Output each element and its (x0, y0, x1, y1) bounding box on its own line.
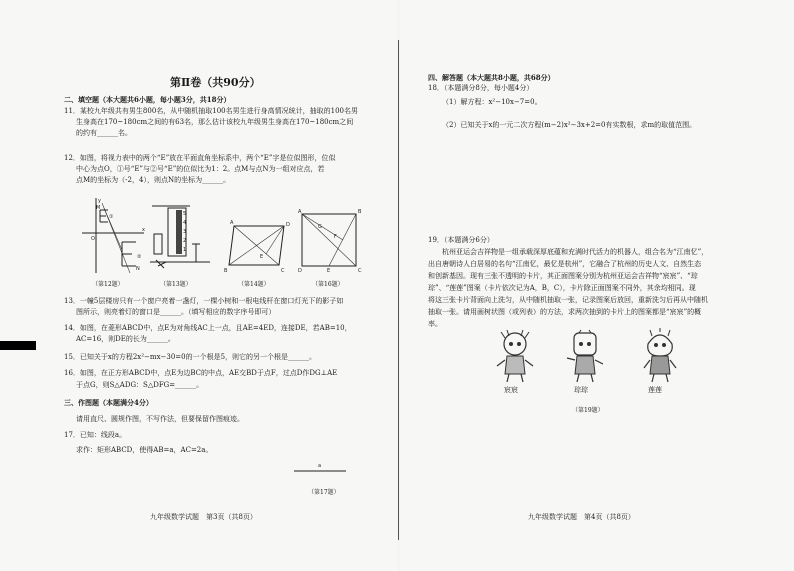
fig12-label-m: M (96, 205, 101, 211)
q14-line1: 14．如图，在菱形ABCD中，点E为对角线AC上一点，且AE=4ED，连接DE，若AB=10， (64, 324, 352, 332)
figure-12 (82, 198, 147, 278)
caption-16: （第16题） (312, 281, 344, 288)
fig13-windows (176, 210, 182, 254)
q19-line1: 杭州亚运会吉祥物是一组承载深厚底蕴和充满时代活力的机器人，组合名为“江南忆”， (442, 248, 709, 256)
fig16-diag-bd (302, 214, 356, 266)
section-2-heading: 二、填空题（本大题共6小题，每小题3分，共18分） (64, 95, 231, 104)
fig13-floor-2: 2 (183, 238, 187, 244)
q12-line2: 中心为点O，①号“E”与②号“E”的位似比为1：2。点M与点N为一组对应点，若 (76, 165, 325, 173)
fig16-label-b: B (358, 209, 362, 215)
q17-line1: 17．已知：线段a。 (64, 431, 127, 439)
q19-line6: 抽取一张。请用画树状图（或列表）的方法，求两次抽到的卡片上的图案都是“宸宸”的概 (428, 308, 702, 316)
caption-13: （第13题） (160, 281, 192, 288)
fig14-label-a: A (230, 220, 234, 226)
fig13-floor-1: 1 (183, 247, 187, 253)
q18-part1: （1）解方程：x²−10x−7=0。 (442, 98, 542, 106)
fig13-floor-5: 5 (183, 211, 187, 217)
section-3-heading: 三、作图题（本题满分4分） (64, 398, 153, 407)
fig14-label-c: C (281, 268, 285, 274)
footer-page-4: 九年级数学试题 第4页（共8页） (528, 513, 635, 521)
fig12-label-n: N (136, 266, 140, 272)
fig16-label-c: C (358, 268, 362, 274)
fig13-shadow (156, 260, 166, 268)
fig14-diag-bd (229, 226, 284, 265)
mascot-name-chenchen: 宸宸 (504, 386, 518, 394)
section-4-heading: 四、解答题（本大题共8小题，共68分） (428, 73, 555, 82)
fig14-label-b: B (224, 268, 228, 274)
mascot-congcong-image (495, 330, 535, 385)
scan-mark (0, 341, 36, 350)
fig13-tree (154, 234, 162, 254)
section-title: 第Ⅱ卷（共90分） (170, 76, 261, 89)
page-divider (398, 40, 399, 540)
fig12-label-o: O (91, 236, 95, 242)
mascot-congcong2-image (565, 330, 605, 385)
fig13-floor-3: 3 (183, 229, 187, 235)
fig13-floor-4: 4 (183, 220, 187, 226)
mascot-lianlian-image (640, 330, 680, 385)
q16-line1: 16．如图，在正方形ABCD中，点E为边BC的中点，AE交BD于点F，过点D作DG⊥AE (64, 369, 338, 377)
q19-line5: 将这三张卡片背面向上洗匀，从中随机抽取一张，记录图案后放回，重新洗匀后再从中随机 (428, 296, 708, 304)
fig14-label-e: E (260, 254, 264, 260)
caption-17: （第17题） (308, 489, 340, 496)
fig16-label-e: E (327, 268, 331, 274)
mascot-name-lianlian: 莲莲 (648, 386, 662, 394)
q12-line1: 12．如图，将视力表中的两个“E”放在平面直角坐标系中，两个“E”字是位似图形，位似 (64, 154, 336, 162)
fig12-label-x: x (142, 227, 145, 233)
q17-line2: 求作：矩形ABCD，使得AB=a，AC=2a。 (76, 446, 213, 454)
q19-line3: 和创新基因。现有三张不透明的卡片，其正面图案分别为杭州亚运会吉祥物“宸宸”、“琮 (428, 272, 698, 280)
caption-14: （第14题） (238, 281, 270, 288)
caption-19: （第19题） (572, 407, 604, 414)
figure-16 (298, 210, 363, 272)
q12-line3: 点M的坐标为（-2，4），则点N的坐标为______。 (76, 176, 231, 184)
fig16-label-a: A (298, 209, 302, 215)
q17-intro: 请用直尺、圆规作图，不写作法，但要保留作图痕迹。 (76, 415, 244, 423)
q14-line2: AC=16，则DE的长为______。 (76, 335, 175, 343)
figure-13 (150, 204, 212, 274)
q13-line2: 图所示，则亮着灯的窗口是______。（填写相应的数字序号即可） (76, 308, 276, 316)
mascot-name-congcong: 琮琮 (574, 386, 588, 394)
q11-line2: 生身高在170~180cm之间的有63名，那么估计该校九年级男生身高在170~180cm之间 (76, 118, 354, 126)
fig16-label-d: D (298, 268, 302, 274)
q18-heading: 18．（本题满分8分，每小题4分） (428, 84, 534, 92)
q11-line3: 的约有______名。 (76, 129, 132, 137)
fig12-label-2: ② (137, 254, 142, 260)
segment-a-label: a (318, 463, 322, 469)
segment-a (290, 461, 350, 475)
footer-page-3: 九年级数学试题 第3页（共8页） (150, 513, 257, 521)
fig16-label-f: F (334, 234, 337, 240)
fig16-label-g: G (318, 224, 322, 230)
q18-part2: （2）已知关于x的一元二次方程(m−2)x²−3x+2=0有实数根，求m的取值范围。 (442, 121, 697, 129)
fig12-e-1 (100, 210, 108, 222)
q15: 15．已知关于x的方程2x²−mx−30=0的一个根是5，则它的另一个根是______。 (64, 353, 317, 361)
caption-12: （第12题） (92, 281, 124, 288)
q19-heading: 19．（本题满分6分） (428, 236, 494, 244)
q13-line1: 13．一幢5层楼房只有一个窗户亮着一盏灯，一棵小树和一根电线杆在窗口灯光下的影子如 (64, 297, 344, 305)
fig12-label-1: ① (109, 214, 114, 220)
fig12-e-2 (122, 242, 136, 266)
figure-14 (224, 220, 294, 275)
q19-line7: 率。 (428, 320, 442, 328)
fig12-label-y: y (98, 198, 101, 204)
q11-line1: 11．某校九年级共有男生800名，从中随机抽取100名男生进行身高情况统计，抽取的100名男 (64, 107, 358, 115)
q19-line4: 琮”、“莲莲”图案（卡片依次记为A，B，C），卡片除正面图案不同外，其余均相同。现 (428, 284, 696, 292)
q16-line2: 于点G，则S△ADG：S△DFG=______。 (76, 381, 204, 389)
q19-line2: 出自唐朝诗人白居易的名句“江南忆，最忆是杭州”，它融合了杭州的历史人文、自然生态 (428, 260, 702, 268)
fig14-label-d: D (286, 222, 290, 228)
